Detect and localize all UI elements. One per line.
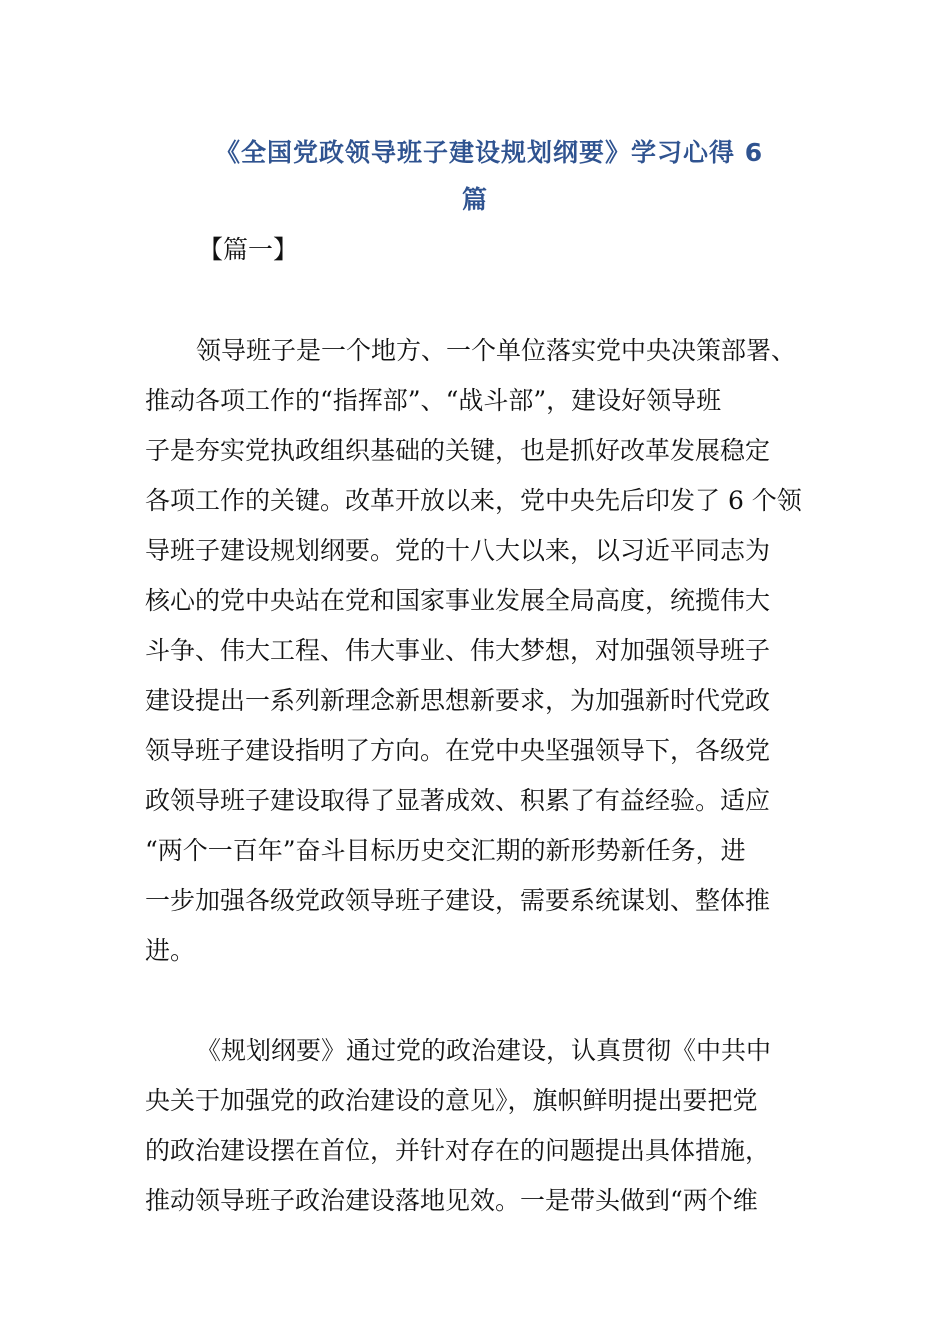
paragraph-line: 领导班子是一个地方、一个单位落实党中央决策部署、 (196, 336, 797, 365)
paragraph-line: 推动各项工作的“指挥部”、“战斗部”，建设好领导班 (145, 386, 722, 415)
document-title-line-1: 《全国党政领导班子建设规划纲要》学习心得 6 (215, 138, 764, 167)
paragraph-line: 政领导班子建设取得了显著成效、积累了有益经验。适应 (145, 786, 771, 815)
section-label: 【篇一】 (198, 235, 299, 264)
paragraph-line: 进。 (145, 936, 196, 965)
paragraph-line: “两个一百年”奋斗目标历史交汇期的新形势新任务，进 (145, 836, 746, 865)
paragraph-line: 的政治建设摆在首位，并针对存在的问题提出具体措施， (145, 1136, 771, 1165)
paragraph-line: 领导班子建设指明了方向。在党中央坚强领导下，各级党 (145, 736, 771, 765)
paragraph-line: 斗争、伟大工程、伟大事业、伟大梦想，对加强领导班子 (145, 636, 771, 665)
paragraph-line: 央关于加强党的政治建设的意见》，旗帜鲜明提出要把党 (145, 1086, 758, 1115)
paragraph-line: 推动领导班子政治建设落地见效。一是带头做到“两个维 (145, 1186, 758, 1215)
paragraph-line: 建设提出一系列新理念新思想新要求，为加强新时代党政 (145, 686, 771, 715)
paragraph-line: 导班子建设规划纲要。党的十八大以来，以习近平同志为 (145, 536, 771, 565)
paragraph-line: 子是夯实党执政组织基础的关键，也是抓好改革发展稳定 (145, 436, 771, 465)
paragraph-line: 核心的党中央站在党和国家事业发展全局高度，统揽伟大 (145, 586, 771, 615)
paragraph-line: 一步加强各级党政领导班子建设，需要系统谋划、整体推 (145, 886, 771, 915)
document-title-line-2: 篇 (461, 185, 488, 214)
paragraph-line: 《规划纲要》通过党的政治建设，认真贯彻《中共中 (196, 1036, 772, 1065)
paragraph-line: 各项工作的关键。改革开放以来，党中央先后印发了 6 个领 (145, 486, 802, 515)
